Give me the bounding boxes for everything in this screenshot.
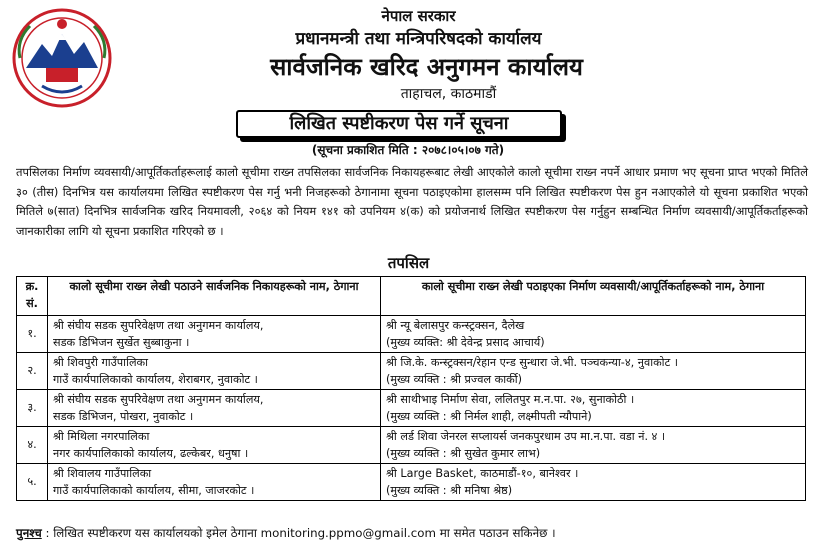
vendor-contact: (मुख्य व्यक्ति: श्री देवेन्द्र प्रसाद आचार्य) (386, 336, 545, 349)
publication-date: (सूचना प्रकाशित मिति : २०७८।०५।०७ गते) (311, 143, 505, 157)
header-vendor: कालो सूचीमा राख्न लेखी पठाइएका निर्माण व्यवसायी/आपूर्तिकर्ताहरूको नाम, ठेगाना (381, 277, 806, 316)
vendor-name: श्री Large Basket, काठमाडौं-१०, बानेश्वर । (386, 467, 579, 480)
agency-name: श्री संघीय सडक सुपरिवेक्षण तथा अनुगमन कार्यालय, (53, 393, 264, 406)
row-agency (48, 464, 381, 501)
table-row (17, 427, 806, 464)
row-serial-number: १. (17, 316, 48, 353)
government-title: नेपाल सरकार (381, 7, 456, 25)
row-vendor (381, 464, 806, 501)
office-address: ताहाचल, काठमाडौं (400, 86, 497, 102)
row-vendor (381, 353, 806, 390)
row-agency (48, 316, 381, 353)
vendor-contact: (मुख्य व्यक्ति : श्री निर्मल शाही, लक्ष्मीपती न्यौपाने) (386, 410, 592, 423)
agency-address: गाउँ कार्यपालिकाको कार्यालय, सीमा, जाजरकोट । (53, 484, 255, 497)
table-row (17, 353, 806, 390)
vendor-contact: (मुख्य व्यक्ति : श्री सुखेत कुमार लाभ) (386, 447, 541, 460)
vendor-name: श्री साथीभाइ निर्माण सेवा, ललितपुर म.न.पा. २७, सुनाकोठी । (386, 393, 635, 406)
vendor-contact: (मुख्य व्यक्ति : श्री मनिषा श्रेष्ठ) (386, 484, 513, 497)
notice-paragraph: तपसिलका निर्माण व्यवसायी/आपूर्तिकर्ताहरूलाई कालो सूचीमा राख्न तपसिलका सार्वजनिक निकायहरूबाट लेखी आएकोले कालो सूचीमा राख्न नपर्ने आधार प्रमाण भए सूचना प्राप्त भएको मितिले ३० (तीस) दिनभित्र यस कार्यालयमा लिखित स्पष्टीकरण पेस गर्नु भनी निजहरूको ठेगानामा सूचना पठाइएकोमा हालसम्म पनि लिखित स्पष्टीकरण पेस हुन नआएकोले यो सूचना प्रकाशित भएको मितिले ७(सात) दिनभित्र सार्वजनिक खरिद नियमावली, २०६४ को नियम १४१ को उपनियम ४(क) को प्रयोजनार्थ लिखित स्पष्टीकरण पेस गर्नुहुन सम्बन्धित निर्माण व्यवसायी/आपूर्तिकर्ताहरूको जानकारीका लागि यो सूचना प्रकाशित गरिएको छ । (16, 165, 808, 238)
table-row (17, 316, 806, 353)
row-agency (48, 353, 381, 390)
header-serial-number: क्र. सं. (17, 277, 48, 316)
row-serial-number: ३. (17, 390, 48, 427)
table-row (17, 464, 806, 501)
table-header-row (17, 277, 806, 316)
header-agency: कालो सूचीमा राख्न लेखी पठाउने सार्वजनिक निकायहरूको नाम, ठेगाना (48, 277, 381, 316)
agency-address: सडक डिभिजन, पोखरा, नुवाकोट । (53, 410, 194, 423)
table-row (17, 390, 806, 427)
row-serial-number: २. (17, 353, 48, 390)
vendor-name: श्री लर्ड शिवा जेनरल सप्लायर्स जनकपुरधाम उप मा.न.पा. वडा नं. ४ । (386, 430, 666, 443)
postscript-label: पुनश्च (16, 526, 42, 540)
agency-name: श्री मिथिला नगरपालिका (53, 430, 150, 443)
agency-address: गाउँ कार्यपालिकाको कार्यालय, शेराबगर, नुवाकोट । (53, 373, 258, 386)
vendor-name: श्री जि.के. कन्स्ट्रक्सन/रेहान एन्ड सुन्धारा जे.भी. पञ्चकन्या-४, नुवाकोट । (386, 356, 679, 369)
blacklist-table (16, 276, 806, 501)
agency-name: श्री संघीय सडक सुपरिवेक्षण तथा अनुगमन कार्यालय, (53, 319, 264, 332)
main-office-title: सार्वजनिक खरिद अनुगमन कार्यालय (270, 53, 583, 81)
row-serial-number: ५. (17, 464, 48, 501)
vendor-name: श्री न्यू बेलासपुर कन्स्ट्रक्सन, दैलेख (386, 319, 525, 332)
agency-name: श्री शिवालय गाउँपालिका (53, 467, 152, 480)
row-serial-number: ४. (17, 427, 48, 464)
office-title: प्रधानमन्त्री तथा मन्त्रिपरिषदको कार्यालय (295, 29, 542, 49)
row-vendor (381, 316, 806, 353)
row-agency (48, 427, 381, 464)
agency-address: नगर कार्यपालिकाको कार्यालय, ढल्केबर, धनुषा । (53, 447, 249, 460)
agency-address: सडक डिभिजन सुर्खेत सुब्बाकुना । (53, 336, 190, 349)
row-agency (48, 390, 381, 427)
notice-title: लिखित स्पष्टीकरण पेस गर्ने सूचना (236, 110, 562, 138)
tapsil-heading: तपसिल (387, 254, 430, 272)
postscript (16, 525, 806, 541)
row-vendor (381, 427, 806, 464)
vendor-contact: (मुख्य व्यक्ति : श्री प्रज्वल कार्की) (386, 373, 522, 386)
postscript-text: : लिखित स्पष्टीकरण यस कार्यालयको इमेल ठेगाना monitoring.ppmo@gmail.com मा समेत पठाउन सकिनेछ । (45, 526, 556, 540)
row-vendor (381, 390, 806, 427)
agency-name: श्री शिवपुरी गाउँपालिका (53, 356, 149, 369)
